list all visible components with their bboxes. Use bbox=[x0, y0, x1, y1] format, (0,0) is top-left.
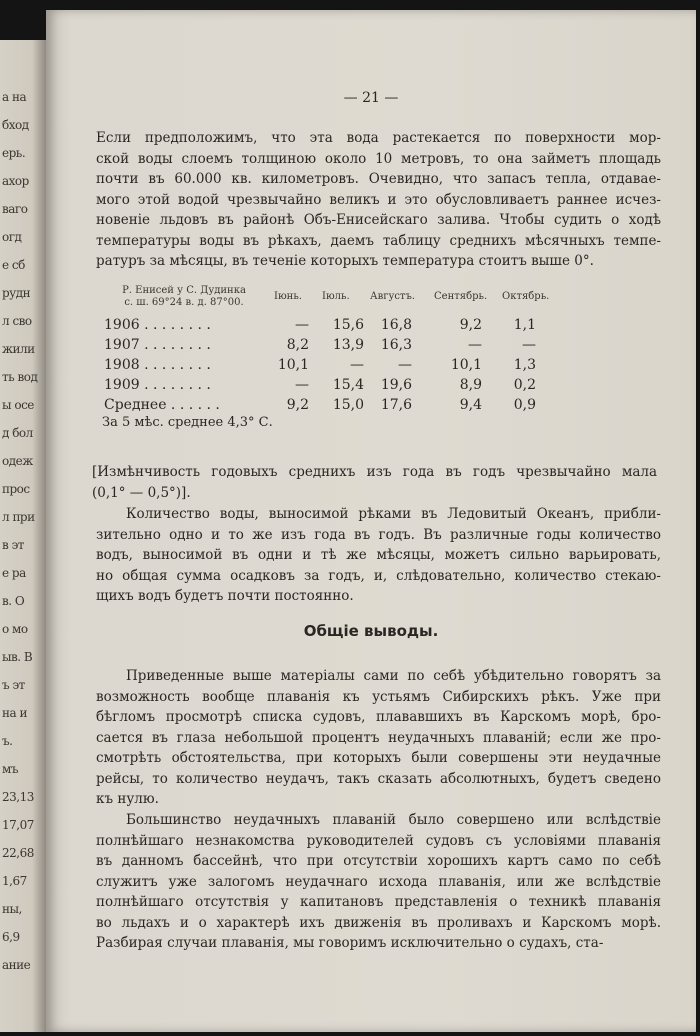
previous-page-text-fragment: д бол bbox=[2, 426, 33, 440]
column-header: Октябрь. bbox=[502, 291, 550, 302]
text-line: въ данномъ бассейнѣ, что при отсутствіи хорошихъ картъ само по себѣ bbox=[96, 853, 661, 869]
previous-page-text-fragment: а на bbox=[2, 90, 27, 104]
table-cell: 10,1 bbox=[450, 357, 482, 373]
previous-page-text-fragment: на и bbox=[2, 706, 27, 720]
table-cell: 15,0 bbox=[332, 397, 364, 413]
paragraph-variability bbox=[92, 462, 657, 503]
table-cell: 8,2 bbox=[286, 337, 309, 353]
text-line: температуры воды въ рѣкахъ, даемъ таблицу среднихъ мѣсячныхъ темпе- bbox=[96, 232, 661, 249]
text-line: почти въ 60.000 кв. километровъ. Очевидно, что запасъ тепла, отдавае- bbox=[96, 171, 661, 187]
text-line: полнѣйшаго незнакомства руководителей судовъ съ условіями плаванія bbox=[96, 832, 661, 849]
previous-page-text-fragment: 1,67 bbox=[2, 874, 27, 888]
previous-page-text-fragment: 17,07 bbox=[2, 818, 34, 832]
row-label: 1909 . . . . . . . . bbox=[104, 377, 211, 393]
table-cell: 16,8 bbox=[380, 317, 412, 333]
book-page bbox=[46, 10, 696, 1032]
previous-page-text-fragment: л при bbox=[2, 510, 35, 524]
previous-page-text-fragment: ъ. bbox=[2, 734, 13, 748]
previous-page-text-fragment: ерь. bbox=[2, 146, 26, 160]
table-cell: 9,2 bbox=[286, 397, 309, 413]
table-cell: 19,6 bbox=[380, 377, 412, 393]
text-line: Количество воды, выносимой рѣками въ Ледовитый Океанъ, прибли- bbox=[126, 506, 661, 522]
paragraph-failures bbox=[96, 810, 661, 954]
text-line: рейсы, то количество неудачъ, такъ сказать абсолютныхъ, будетъ сведено bbox=[96, 770, 661, 787]
text-line: Приведенные выше матеріалы сами по себѣ убѣдительно говорятъ за bbox=[126, 668, 661, 684]
text-line: ской воды слоемъ толщиною около 10 метровъ, то она займетъ площадь bbox=[96, 150, 661, 167]
previous-page-text-fragment: огд bbox=[2, 230, 22, 244]
previous-page-text-fragment: одеж bbox=[2, 454, 33, 468]
previous-page-text-fragment: ахор bbox=[2, 174, 29, 188]
previous-page-text-fragment: бход bbox=[2, 118, 29, 132]
text-line: бѣгломъ просмотрѣ списка судовъ, плававшихъ въ Карскомъ морѣ, бро- bbox=[96, 709, 661, 725]
table-cell: 0,9 bbox=[513, 397, 536, 413]
text-line: водъ, выносимой въ одни и тѣ же мѣсяцы, можетъ сильно варьировать, bbox=[96, 547, 661, 563]
table-row bbox=[104, 357, 574, 377]
row-label: 1908 . . . . . . . . bbox=[104, 357, 211, 373]
column-header: Іюль. bbox=[322, 291, 350, 302]
text-line: служитъ уже залогомъ неудачнаго исхода плаванія, или же вслѣдствіе bbox=[96, 873, 661, 890]
table-cell: — bbox=[295, 377, 309, 393]
text-line: Разбирая случаи плаванія, мы говоримъ исключительно о судахъ, ста- bbox=[96, 935, 604, 951]
table-cell: 15,6 bbox=[332, 317, 364, 333]
table-cell: — bbox=[468, 337, 482, 353]
text-line: щихъ водъ будетъ почти постоянно. bbox=[96, 588, 354, 604]
text-line: мого этой водой чрезвычайно великъ и это обусловливаетъ раннее исчез- bbox=[96, 191, 661, 208]
column-header: Іюнь. bbox=[274, 291, 302, 302]
previous-page-text-fragment: ъ эт bbox=[2, 678, 25, 692]
table-cell: 16,3 bbox=[380, 337, 412, 353]
text-line: полнѣйшаго отсутствія у капитановъ представленія о техникѣ плаванія bbox=[96, 894, 661, 910]
text-line: во льдахъ и о характерѣ ихъ движенія въ проливахъ и Карскомъ морѣ. bbox=[96, 914, 661, 931]
table-cell: 1,1 bbox=[513, 317, 536, 333]
table-cell: 15,4 bbox=[332, 377, 364, 393]
text-line: Большинство неудачныхъ плаваній было совершено или вслѣдствіе bbox=[126, 812, 661, 828]
paragraph-water-volume bbox=[96, 504, 661, 607]
previous-page-text-fragment: ваго bbox=[2, 202, 28, 216]
previous-page-text-fragment: ть вод bbox=[2, 370, 38, 384]
row-label: 1906 . . . . . . . . bbox=[104, 317, 211, 333]
previous-page-text-fragment: 6,9 bbox=[2, 930, 20, 944]
previous-page-text-fragment: в эт bbox=[2, 538, 24, 552]
paragraph-conclusions bbox=[96, 666, 661, 810]
text-line: сается въ глаза небольшой процентъ неудачныхъ плаваній; если же про- bbox=[96, 729, 661, 746]
table-cell: — bbox=[350, 357, 364, 373]
text-line: [Измѣнчивость годовыхъ среднихъ изъ года въ годъ чрезвычайно мала bbox=[92, 464, 657, 480]
table-cell: 9,2 bbox=[459, 317, 482, 333]
previous-page-edge bbox=[0, 40, 46, 1032]
column-header: Августъ. bbox=[370, 291, 415, 302]
previous-page-text-fragment: л сво bbox=[2, 314, 32, 328]
previous-page-text-fragment: прос bbox=[2, 482, 30, 496]
section-title: Общіе выводы. bbox=[303, 622, 439, 640]
previous-page-text-fragment: ание bbox=[2, 958, 31, 972]
text-line: но общая сумма осадковъ за годъ, и, слѣдовательно, количество стекаю- bbox=[96, 567, 661, 584]
table-cell: 17,6 bbox=[380, 397, 412, 413]
page-number: — 21 — bbox=[343, 90, 399, 106]
table-note-text: За 5 мѣс. среднее 4,3° С. bbox=[102, 415, 273, 430]
previous-page-text-fragment: мъ bbox=[2, 762, 18, 776]
table-row bbox=[104, 317, 574, 337]
row-label: 1907 . . . . . . . . bbox=[104, 337, 211, 353]
table-cell: 1,3 bbox=[513, 357, 536, 373]
previous-page-text-fragment: ны, bbox=[2, 902, 22, 916]
text-line: зительно одно и то же изъ года въ годъ. Въ различные годы количество bbox=[96, 526, 661, 543]
table-cell: 9,4 bbox=[459, 397, 482, 413]
text-line: къ нулю. bbox=[96, 791, 159, 807]
station-label-line1: Р. Енисей у С. Дудинка bbox=[122, 285, 246, 296]
previous-page-text-fragment: 22,68 bbox=[2, 846, 34, 860]
text-line: возможность вообще плаванія къ устьямъ Сибирскихъ рѣкъ. Уже при bbox=[96, 688, 661, 705]
paragraph-intro bbox=[96, 128, 661, 272]
table-cell: — bbox=[295, 317, 309, 333]
previous-page-text-fragment: 23,13 bbox=[2, 790, 34, 804]
table-row bbox=[104, 377, 574, 397]
table-cell: 8,9 bbox=[459, 377, 482, 393]
text-line: смотрѣть обстоятельства, при которыхъ были совершены эти неудачные bbox=[96, 750, 661, 766]
text-line: Если предположимъ, что эта вода растекается по поверхности мор- bbox=[96, 130, 661, 146]
previous-page-text-fragment: о мо bbox=[2, 622, 28, 636]
table-cell: — bbox=[398, 357, 412, 373]
table-row bbox=[104, 397, 574, 417]
table-cell: 10,1 bbox=[277, 357, 309, 373]
previous-page-text-fragment: жили bbox=[2, 342, 35, 356]
previous-page-text-fragment: в. О bbox=[2, 594, 25, 608]
column-header: Сентябрь. bbox=[434, 291, 488, 302]
text-line: ратуръ за мѣсяцы, въ теченіе которыхъ температура стоитъ выше 0°. bbox=[96, 253, 594, 269]
table-note bbox=[104, 415, 574, 435]
table-cell: 0,2 bbox=[513, 377, 536, 393]
previous-page-text-fragment: ыв. В bbox=[2, 650, 33, 664]
text-line: новеніе льдовъ въ районѣ Объ-Енисейскаго залива. Чтобы судить о ходѣ bbox=[96, 212, 661, 228]
previous-page-text-fragment: е ра bbox=[2, 566, 26, 580]
previous-page-text-fragment: рудн bbox=[2, 286, 31, 300]
previous-page-text-fragment: е сб bbox=[2, 258, 25, 272]
table-row bbox=[104, 337, 574, 357]
station-label-line2: с. ш. 69°24 в. д. 87°00. bbox=[124, 297, 244, 308]
table-cell: — bbox=[522, 337, 536, 353]
previous-page-text-fragment: ы осе bbox=[2, 398, 34, 412]
table-station-label bbox=[104, 285, 264, 309]
text-line: (0,1° — 0,5°)]. bbox=[92, 484, 191, 501]
row-label: Среднее . . . . . . bbox=[104, 397, 220, 413]
table-cell: 13,9 bbox=[332, 337, 364, 353]
